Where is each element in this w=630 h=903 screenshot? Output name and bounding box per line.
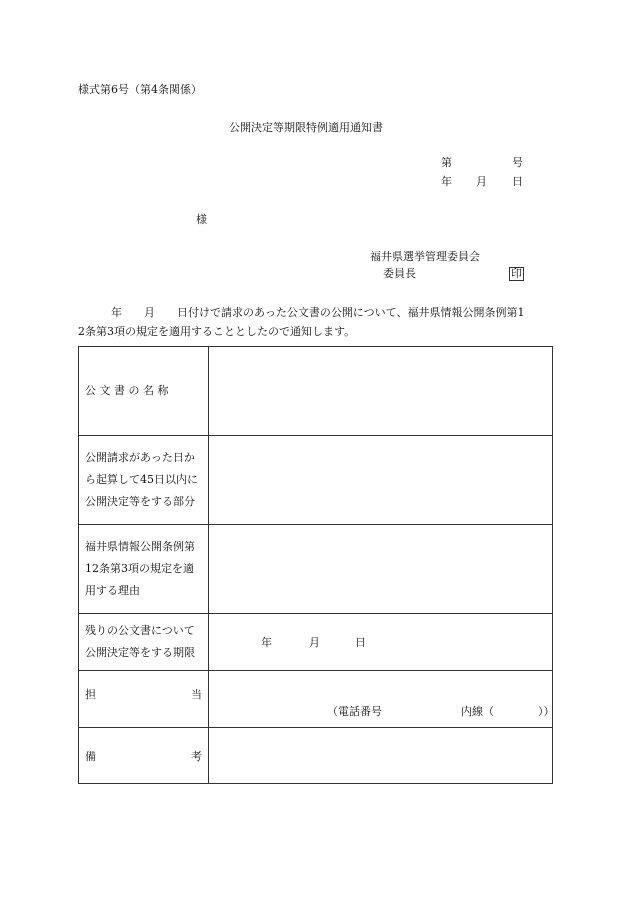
number-label-dai: 第 <box>441 156 452 169</box>
deadline-year-label: 年 <box>261 636 272 649</box>
value-partial-decision[interactable] <box>209 436 553 525</box>
value-document-name[interactable] <box>209 347 553 436</box>
row-deadline <box>79 614 553 671</box>
label-partial-decision-cell <box>79 436 209 525</box>
contact-extension-label: 内線（ ）） <box>461 705 555 718</box>
issuer-title: 委員長 <box>383 267 416 280</box>
label-partial-decision-1: 公開請求があった日か <box>85 451 195 464</box>
value-contact[interactable] <box>209 671 553 728</box>
label-reason-3: 用する理由 <box>85 584 140 597</box>
deadline-day-label: 日 <box>355 636 366 649</box>
label-reason-2: 12条第3項の規定を適 <box>85 562 194 575</box>
row-reason <box>79 525 553 614</box>
date-month-label: 月 <box>476 175 487 188</box>
label-contact-b: 当 <box>191 688 202 701</box>
deadline-month-label: 月 <box>309 636 320 649</box>
label-reason-cell <box>79 525 209 614</box>
seal-text: 印 <box>511 267 522 280</box>
label-contact-a: 担 <box>85 688 96 701</box>
notice-body <box>78 303 553 341</box>
number-label-go: 号 <box>512 156 523 169</box>
body-line-1: 年 月 日付けで請求のあった公文書の公開について、福井県情報公開条例第1 <box>78 306 525 319</box>
value-remarks[interactable] <box>209 728 553 784</box>
row-partial-decision <box>79 436 553 525</box>
row-remarks <box>79 728 553 784</box>
label-partial-decision-3: 公開決定等をする部分 <box>85 495 195 508</box>
body-line-2: 2条第3項の規定を適用することとしたので通知します。 <box>78 325 356 338</box>
notice-form-table <box>78 346 553 784</box>
value-reason[interactable] <box>209 525 553 614</box>
label-reason-1: 福井県情報公開条例第 <box>85 540 195 553</box>
label-document-name: 公 文 書 の 名 称 <box>85 384 169 397</box>
label-document-name-cell <box>79 347 209 436</box>
label-contact-cell <box>79 671 209 728</box>
row-document-name <box>79 347 553 436</box>
label-remarks <box>79 748 208 764</box>
date-day-label: 日 <box>512 175 523 188</box>
row-contact <box>79 671 553 728</box>
contact-phone-label: （電話番号 <box>327 705 382 718</box>
value-deadline[interactable] <box>209 614 553 671</box>
label-remarks-a: 備 <box>85 749 96 763</box>
label-remarks-b: 考 <box>191 749 202 763</box>
label-remarks-cell <box>79 728 209 784</box>
label-deadline-2: 公開決定等をする期限 <box>85 646 195 659</box>
date-year-label: 年 <box>441 175 452 188</box>
issuer-org: 福井県選挙管理委員会 <box>370 250 480 263</box>
label-deadline-1: 残りの公文書について <box>85 624 195 637</box>
label-contact <box>79 686 208 702</box>
document-title: 公開決定等期限特例適用通知書 <box>229 121 383 134</box>
label-deadline-cell <box>79 614 209 671</box>
form-number: 様式第6号（第4条関係） <box>78 83 202 96</box>
seal-mark <box>509 267 524 281</box>
label-partial-decision-2: ら起算して45日以内に <box>85 473 198 486</box>
addressee-suffix: 様 <box>196 213 207 226</box>
